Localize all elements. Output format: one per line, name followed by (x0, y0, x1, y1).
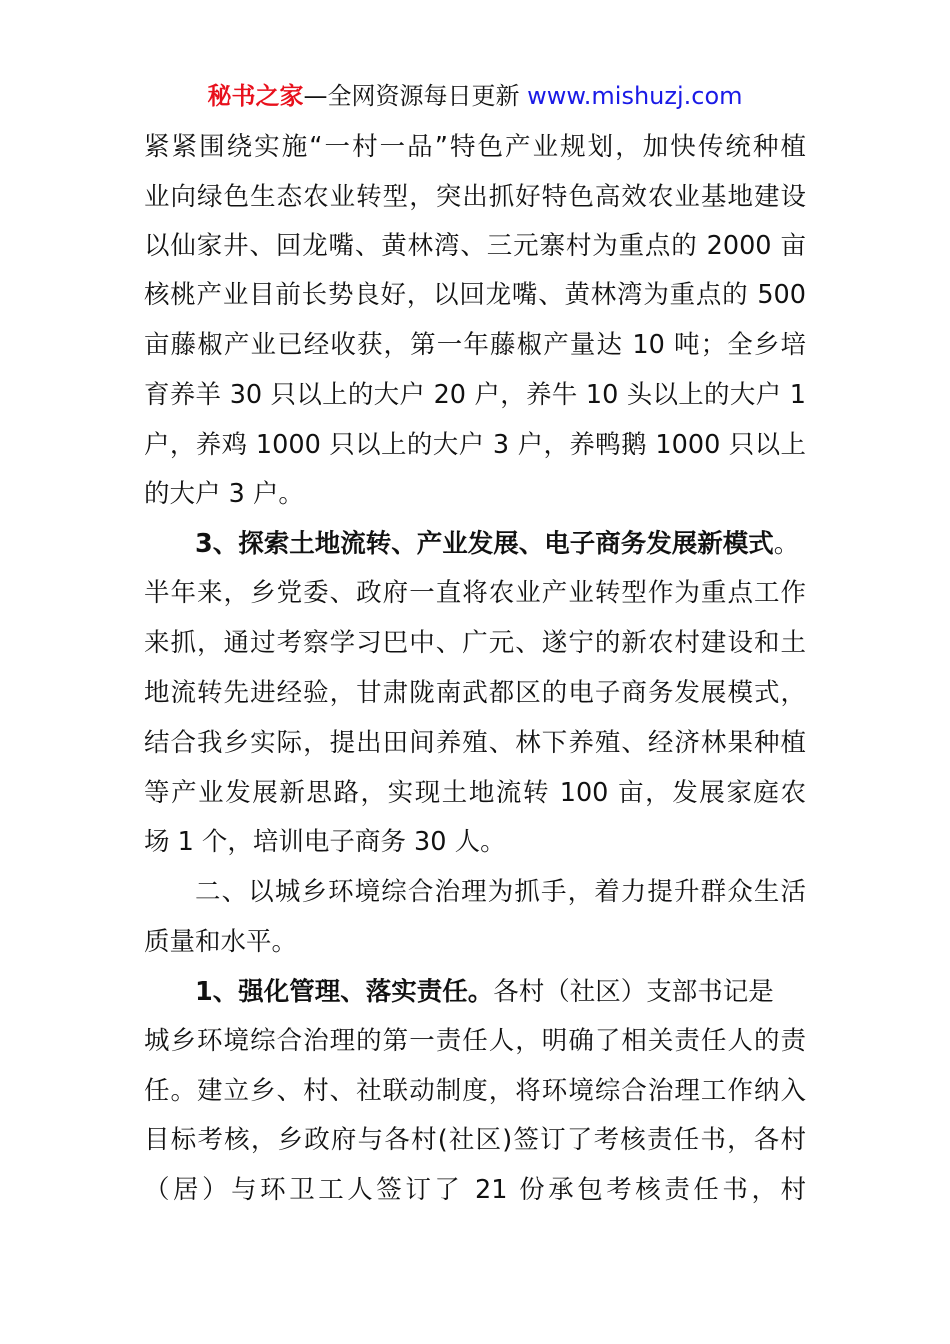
section-heading-3 (195, 526, 799, 562)
text-line: 场 1 个，培训电子商务 30 人。 (144, 827, 506, 857)
text-line: 任。建立乡、村、社联动制度，将环境综合治理工作纳入 (144, 1076, 806, 1106)
text-line: 来抓，通过考察学习巴中、广元、遂宁的新农村建设和土 (144, 628, 806, 658)
text-line: 质量和水平。 (144, 927, 298, 957)
text-line: 地流转先进经验，甘肃陇南武都区的电子商务发展模式， (144, 678, 806, 708)
text-line: 以仙家井、回龙嘴、黄林湾、三元寨村为重点的 2000 亩 (144, 231, 806, 261)
text-line: 紧紧围绕实施“一村一品”特色产业规划，加快传统种植 (144, 132, 806, 162)
heading-text: 3、探索土地流转、产业发展、电子商务发展新模式 (195, 529, 774, 559)
text-line: 结合我乡实际，提出田间养殖、林下养殖、经济林果种植 (144, 728, 806, 758)
text-line: 城乡环境综合治理的第一责任人，明确了相关责任人的责 (144, 1026, 806, 1056)
page-header (0, 80, 950, 112)
subsection-heading-1 (195, 974, 774, 1010)
text-line: 核桃产业目前长势良好，以回龙嘴、黄林湾为重点的 500 (144, 280, 806, 310)
text-line: 半年来，乡党委、政府一直将农业产业转型作为重点工作 (144, 578, 806, 608)
text-line: 等产业发展新思路，实现土地流转 100 亩，发展家庭农 (144, 778, 806, 808)
heading-text: 1、强化管理、落实责任。 (195, 977, 494, 1007)
text-line: （居）与环卫工人签订了 21 份承包考核责任书，村 (144, 1175, 806, 1205)
text-line: 的大户 3 户。 (144, 479, 304, 509)
paragraph-start: 各村（社区）支部书记是 (493, 977, 774, 1007)
brand-name: 秘书之家 (207, 82, 304, 110)
section-heading-2: 二、以城乡环境综合治理为抓手，着力提升群众生活 (195, 877, 806, 907)
text-line: 亩藤椒产业已经收获，第一年藤椒产量达 10 吨；全乡培 (144, 330, 806, 360)
site-url[interactable]: www.mishuzj.com (527, 82, 743, 110)
header-tagline: —全网资源每日更新 (303, 82, 520, 110)
text-line: 目标考核，乡政府与各村(社区)签订了考核责任书，各村 (144, 1125, 806, 1155)
text-line: 业向绿色生态农业转型，突出抓好特色高效农业基地建设 (144, 182, 806, 212)
text-line: 户，养鸡 1000 只以上的大户 3 户，养鸭鹅 1000 只以上 (144, 430, 806, 460)
text-line: 育养羊 30 只以上的大户 20 户，养牛 10 头以上的大户 1 (144, 380, 806, 410)
heading-tail: 。 (773, 529, 800, 559)
